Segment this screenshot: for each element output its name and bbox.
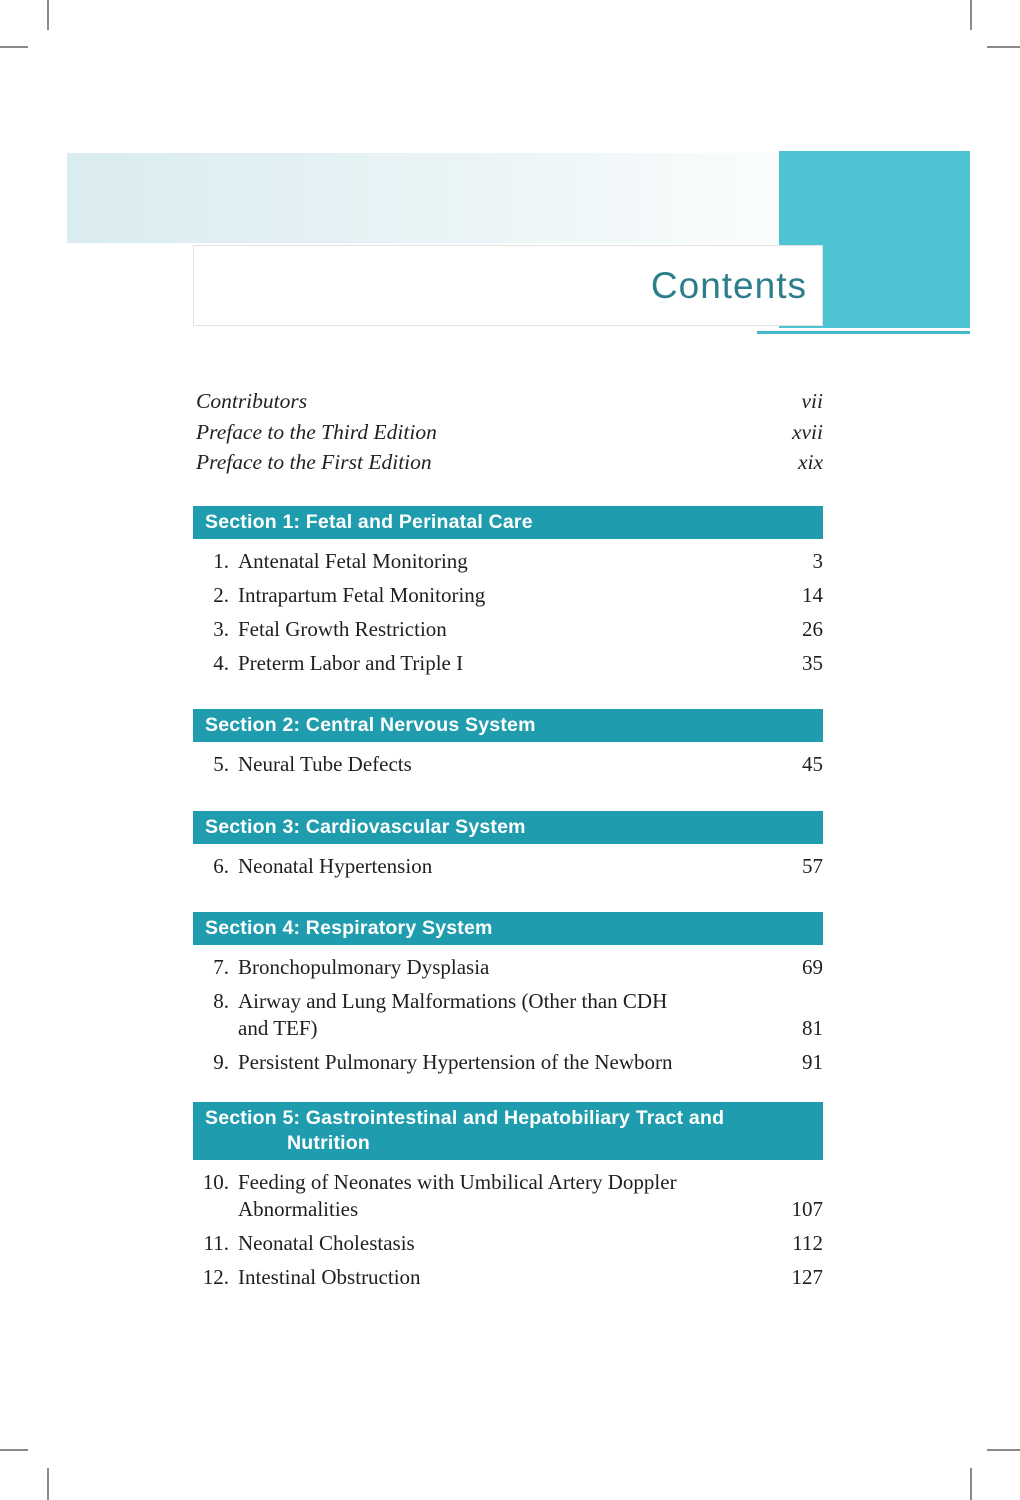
section-heading-text: Section 5: Gastrointestinal and Hepatobiliary Tract and: [205, 1107, 725, 1129]
toc-entry: [193, 616, 823, 643]
front-matter-page-number: xix: [797, 450, 823, 474]
chapter-title: [229, 954, 777, 981]
toc-entry: [193, 1264, 823, 1291]
section-heading-bar: [193, 1102, 823, 1160]
crop-mark-top-left-horizontal: [0, 46, 28, 48]
chapter-number: 1.: [213, 549, 229, 573]
chapter-title-line: Persistent Pulmonary Hypertension of the Newborn: [238, 1050, 673, 1074]
front-matter-list: [196, 386, 823, 478]
crop-mark-bottom-right-vertical: [970, 1468, 972, 1500]
chapter-title: [229, 853, 777, 880]
crop-mark-top-right-vertical: [970, 0, 972, 30]
front-matter-label: Contributors: [196, 389, 308, 413]
section-heading-text: Section 2: Central Nervous System: [205, 714, 536, 736]
section-heading-text: Section 1: Fetal and Perinatal Care: [205, 511, 533, 533]
front-matter-label: Preface to the First Edition: [196, 450, 432, 474]
chapter-number: 2.: [213, 583, 229, 607]
section-heading-text: Section 3: Cardiovascular System: [205, 816, 526, 838]
front-matter-item: [196, 447, 823, 478]
front-matter-item: [196, 417, 823, 448]
section-heading-text: Nutrition: [287, 1132, 371, 1154]
chapter-number: 12.: [202, 1265, 229, 1289]
chapter-title-line: Neural Tube Defects: [238, 752, 412, 776]
toc-entry: [193, 650, 823, 677]
chapter-title-line: Abnormalities: [238, 1197, 359, 1221]
toc-section-5: [193, 1102, 823, 1298]
chapter-title-line: Neonatal Hypertension: [238, 854, 433, 878]
crop-mark-bottom-left-horizontal: [0, 1449, 28, 1451]
chapter-title: [229, 1169, 777, 1223]
header-teal-underline: [757, 331, 970, 334]
chapter-title-line: Airway and Lung Malformations (Other than CDH: [238, 989, 668, 1013]
front-matter-page-number: xvii: [791, 419, 823, 444]
front-matter-label: Preface to the Third Edition: [196, 419, 437, 444]
toc-entry: [193, 853, 823, 880]
crop-mark-top-right-horizontal: [987, 46, 1020, 48]
chapter-title-line: Intestinal Obstruction: [238, 1265, 421, 1289]
front-matter-page-number: vii: [801, 389, 823, 413]
crop-mark-bottom-left-vertical: [47, 1468, 49, 1500]
chapter-title: [229, 1264, 777, 1291]
toc-entry: [193, 751, 823, 778]
chapter-title: [229, 751, 777, 778]
chapter-page-number: 127: [791, 1265, 823, 1289]
chapter-title-line: Intrapartum Fetal Monitoring: [238, 583, 486, 607]
section-heading-bar: [193, 912, 823, 945]
crop-mark-top-left-vertical: [47, 0, 49, 30]
chapter-number: 10.: [202, 1170, 229, 1194]
toc-entry: [193, 988, 823, 1042]
toc-entry: [193, 1230, 823, 1257]
contents-title-box: [193, 245, 823, 326]
chapter-title-line: Preterm Labor and Triple I: [238, 651, 464, 675]
page-title: Contents: [650, 264, 807, 306]
front-matter-item: [196, 386, 823, 417]
toc-entry: [193, 548, 823, 575]
chapter-title: [229, 582, 777, 609]
chapter-title-line: Neonatal Cholestasis: [238, 1231, 415, 1255]
chapter-number: 11.: [203, 1231, 229, 1255]
chapter-number: 8.: [213, 989, 229, 1013]
chapter-page-number: 45: [802, 752, 823, 776]
toc-section-3: [193, 811, 823, 887]
chapter-title-line: Feeding of Neonates with Umbilical Artery Doppler: [238, 1170, 677, 1194]
chapter-page-number: 3: [812, 549, 823, 573]
chapter-page-number: 35: [802, 651, 823, 675]
chapter-page-number: 107: [791, 1197, 823, 1221]
chapter-page-number: 57: [802, 854, 823, 878]
chapter-title: [229, 1230, 777, 1257]
chapter-page-number: 69: [802, 955, 823, 979]
chapter-title: [229, 650, 777, 677]
toc-entry: [193, 582, 823, 609]
chapter-title: [229, 548, 777, 575]
chapter-title-line: Bronchopulmonary Dysplasia: [238, 955, 490, 979]
crop-mark-bottom-right-horizontal: [987, 1449, 1020, 1451]
chapter-title-line: Antenatal Fetal Monitoring: [238, 549, 468, 573]
chapter-number: 9.: [213, 1050, 229, 1074]
chapter-title: [229, 988, 777, 1042]
section-heading-bar: [193, 506, 823, 539]
toc-section-2: [193, 709, 823, 785]
toc-entry: [193, 1169, 823, 1223]
chapter-page-number: 26: [802, 617, 823, 641]
toc-section-1: [193, 506, 823, 684]
section-heading-bar: [193, 811, 823, 844]
chapter-number: 4.: [213, 651, 229, 675]
chapter-number: 6.: [213, 854, 229, 878]
chapter-title: [229, 1049, 777, 1076]
section-heading-bar: [193, 709, 823, 742]
section-heading-text: Section 4: Respiratory System: [205, 917, 493, 939]
chapter-page-number: 14: [802, 583, 823, 607]
chapter-number: 5.: [213, 752, 229, 776]
chapter-number: 3.: [213, 617, 229, 641]
toc-section-4: [193, 912, 823, 1083]
chapter-number: 7.: [213, 955, 229, 979]
chapter-page-number: 91: [802, 1050, 823, 1074]
chapter-title-line: and TEF): [238, 1016, 318, 1040]
chapter-page-number: 81: [802, 1016, 823, 1040]
chapter-page-number: 112: [792, 1231, 823, 1255]
chapter-title-line: Fetal Growth Restriction: [238, 617, 447, 641]
toc-entry: [193, 954, 823, 981]
toc-entry: [193, 1049, 823, 1076]
chapter-title: [229, 616, 777, 643]
